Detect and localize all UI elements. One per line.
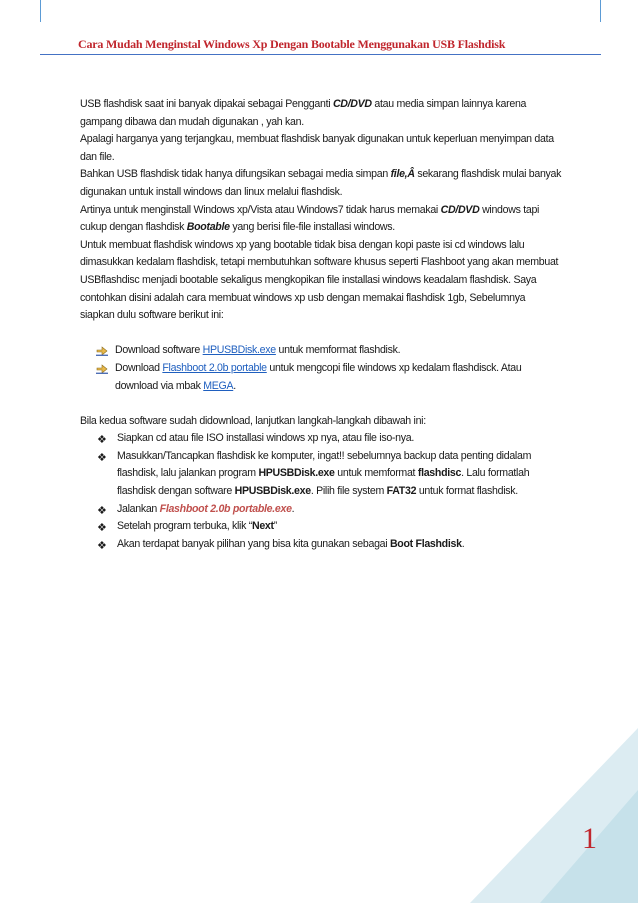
- steps-intro: Bila kedua software sudah didownload, lanjutkan langkah-langkah dibawah ini:: [80, 414, 426, 427]
- emphasis-cd-dvd: CD/DVD: [332, 98, 372, 110]
- diamond-bullet-icon: ❖: [97, 522, 107, 535]
- text-run: Akan terdapat banyak pilihan yang bisa kita gunakan sebagai: [117, 537, 390, 550]
- text-run: .: [461, 537, 465, 550]
- diamond-bullet-icon: ❖: [97, 539, 107, 552]
- text-run: . Pilih file system: [310, 485, 387, 498]
- page-number: 1: [582, 822, 597, 855]
- text-run: Jalankan: [117, 502, 160, 515]
- emphasis-fat32: FAT32: [386, 485, 417, 498]
- text-run: windows tapi cukup dengan flashdisk: [80, 203, 540, 234]
- text-run: untuk memformat: [334, 467, 418, 480]
- text-run: atau media simpan lainnya karena gampang dibawa dan mudah digunakan , yah kan.: [80, 98, 527, 128]
- text-run: Siapkan cd atau file ISO installasi windows xp nya, atau file iso-nya.: [117, 432, 414, 445]
- emphasis-bootable: Bootable: [186, 221, 230, 234]
- text-run: untuk format flashdisk.: [416, 485, 518, 498]
- header-title: Cara Mudah Menginstal Windows Xp Dengan Bootable Menggunakan USB Flashdisk: [78, 37, 506, 51]
- emphasis-flashboot-exe: Flashboot 2.0b portable.exe: [159, 502, 292, 515]
- diamond-bullet-icon: ❖: [97, 451, 107, 464]
- text-run: .: [233, 379, 236, 392]
- emphasis-flashdisc: flashdisc: [417, 467, 462, 480]
- text-run: untuk mengcopi file windows xp kedalam flashdisck. Atau download via mbak: [115, 361, 522, 392]
- text-run: ”: [273, 520, 277, 533]
- text-run: Bahkan USB flashdisk tidak hanya difungsikan sebagai media simpan: [80, 168, 391, 181]
- text-run: Download software: [115, 344, 203, 357]
- text-run: yang berisi file-file installasi windows.: [229, 221, 395, 234]
- emphasis-hpusbdisk: HPUSBDisk.exe: [258, 467, 335, 480]
- hpusbdisk-link[interactable]: HPUSBDisk.exe: [202, 344, 276, 357]
- diamond-bullet-icon: ❖: [97, 434, 107, 447]
- diamond-bullet-icon: ❖: [97, 504, 107, 517]
- emphasis-hpusbdisk: HPUSBDisk.exe: [234, 485, 311, 498]
- mega-link[interactable]: MEGA: [203, 379, 234, 392]
- emphasis-boot-flashdisk: Boot Flashdisk: [389, 537, 462, 550]
- text-run: Masukkan/Tancapkan flashdisk ke komputer, ingat!! sebelumnya backup data penting didalam flashdisk, lalu jalankan program: [117, 449, 532, 480]
- text-run: . Lalu formatlah flashdisk dengan software: [117, 467, 530, 498]
- text-run: Artinya untuk menginstall Windows xp/Vista atau Windows7 tidak harus memakai: [80, 203, 441, 216]
- emphasis-cd-dvd: CD/DVD: [440, 203, 480, 216]
- emphasis-next: Next: [251, 520, 274, 533]
- text-run: .: [291, 502, 295, 515]
- flashboot-link[interactable]: Flashboot 2.0b portable: [162, 361, 267, 374]
- text-run: Setelah program terbuka, klik “: [117, 520, 252, 533]
- text-run: Download: [115, 361, 163, 374]
- intro-paragraph-2: Apalagi harganya yang terjangkau, membuat flashdisk banyak digunakan untuk keperluan menyimpan data dan file.: [80, 133, 554, 163]
- text-run: USB flashdisk saat ini banyak dipakai sebagai Pengganti: [80, 98, 333, 110]
- intro-paragraph-5: Untuk membuat flashdisk windows xp yang bootable tidak bisa dengan kopi paste isi cd windows lalu dimasukkan kedalam flashdisk, tetapi membutuhkan software khusus seperti Flashboot yang akan membuat USBflashdisc menjadi bootable sekaligus mengkopikan file installasi windows keadalam flashdisk. Saya contohkan disini adalah cara membuat windows xp usb dengan memakai flashdisk 1gb, Sebelumnya siapkan dulu software berikut ini:: [80, 238, 559, 322]
- text-run: untuk memformat flashdisk.: [275, 344, 401, 357]
- emphasis-file: file,Â: [390, 168, 415, 181]
- text-run: sekarang flashdisk mulai banyak digunakan untuk install windows dan linux melalui flashdisk.: [80, 168, 562, 198]
